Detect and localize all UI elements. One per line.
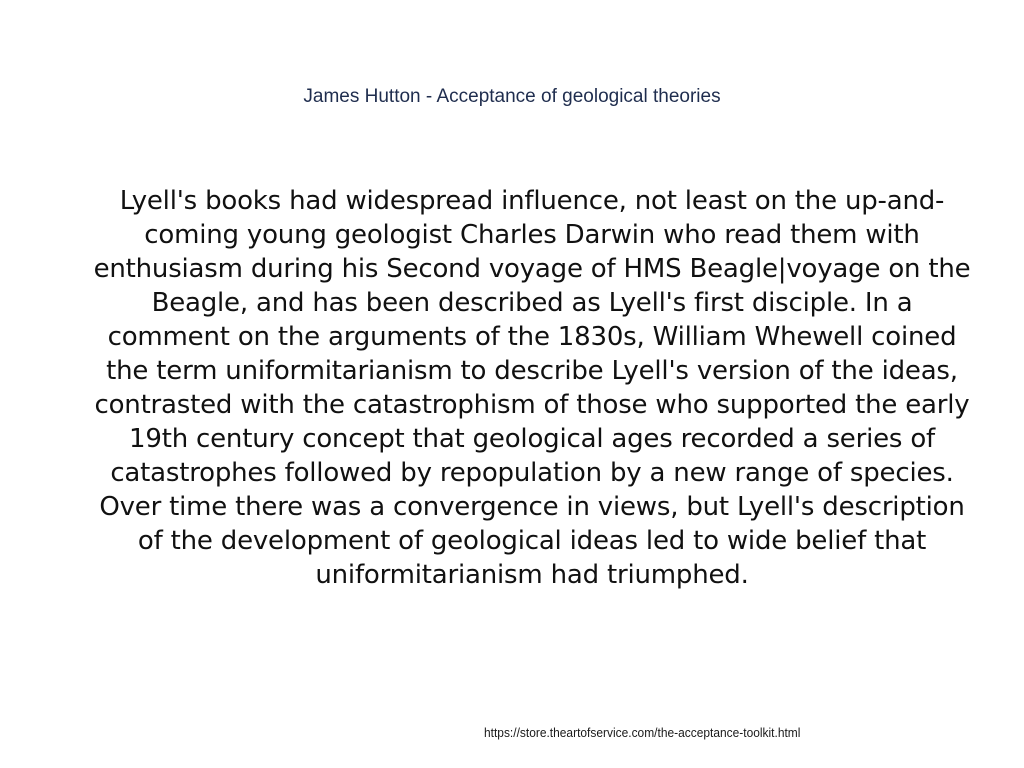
source-link[interactable]: https://store.theartofservice.com/the-acceptance-toolkit.html (484, 725, 801, 740)
body-paragraph: Lyell's books had widespread influence, not least on the up-and-coming young geologist Charles Darwin who read them with enthusiasm during his Second voyage of HMS Beagle|voyage on the Beagle, and has been described as Lyell's first disciple. In a comment on the arguments of the 1830s, William Whewell coined the term uniformitarianism to describe Lyell's version of the ideas, contrasted with the catastrophism of those who supported the early 19th century concept that geological ages recorded a series of catastrophes followed by repopulation by a new range of species. Over time there was a convergence in views, but Lyell's description of the development of geological ideas led to wide belief that uniformitarianism had triumphed. (93, 186, 971, 590)
slide-title: James Hutton - Acceptance of geological theories (303, 86, 721, 107)
